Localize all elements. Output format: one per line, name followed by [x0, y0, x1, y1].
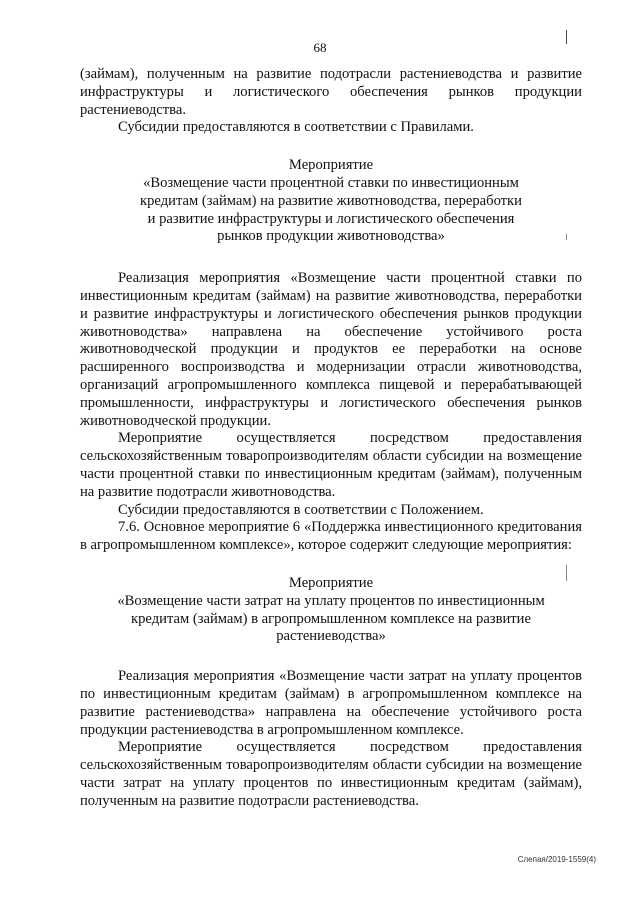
heading-line: «Возмещение части затрат на уплату процентов по инвестиционным [117, 592, 545, 609]
heading-line: и развитие инфраструктуры и логистического обеспечения [147, 210, 515, 227]
heading-line: «Возмещение части процентной ставки по инвестиционным [143, 174, 519, 191]
paragraph: Реализация мероприятия «Возмещение части затрат на уплату процентов по инвестиционным кредитам (займам) в агропромышленном комплексе на развитие растениеводства» направлена на обеспечение устойчивого роста продукции растениеводства в агропромышленном комплексе. [80, 668, 582, 738]
heading-line: кредитам (займам) на развитие животноводства, переработки [140, 192, 522, 209]
heading-label: Мероприятие [288, 574, 374, 591]
paragraph: Субсидии предоставляются в соответствии с Правилами. [118, 119, 474, 136]
section-heading [80, 575, 582, 646]
margin-mark [566, 30, 567, 44]
heading-line: растениеводства» [276, 628, 386, 645]
paragraph: Мероприятие осуществляется посредством предоставления сельскохозяйственным товаропроизводителям области субсидии на возмещение части процентной ставки по инвестиционным кредитам (займам), полученным на развитие подотрасли животноводства. [80, 430, 582, 500]
footer-code: Слепая/2019-1559(4) [517, 855, 596, 864]
paragraph: Субсидии предоставляются в соответствии с Положением. [118, 501, 484, 518]
heading-label: Мероприятие [288, 157, 374, 174]
paragraph: Мероприятие осуществляется посредством предоставления сельскохозяйственным товаропроизводителям области субсидии на возмещение части затрат на уплату процентов по инвестиционным кредитам (займам), полученным на развитие подотрасли растениеводства. [80, 739, 582, 809]
heading-line: рынков продукции животноводства» [217, 228, 445, 245]
document-body [80, 66, 582, 810]
page-number: 68 [313, 40, 327, 55]
section-heading [80, 157, 582, 246]
paragraph: 7.6. Основное мероприятие 6 «Поддержка инвестиционного кредитования в агропромышленном комплексе», которое содержит следующие мероприятия: [80, 519, 582, 554]
paragraph: (займам), полученным на развитие подотрасли растениеводства и развитие инфраструктуры и логистического обеспечения рынков продукции растениеводства. [80, 66, 582, 118]
paragraph: Реализация мероприятия «Возмещение части процентной ставки по инвестиционным кредитам (займам) на развитие животноводства, переработки и развитие инфраструктуры и логистического обеспечения рынков продукции животноводства» направлена на обеспечение устойчивого роста животноводческой продукции и продуктов ее переработки на основе расширенного воспроизводства и модернизации отрасли животноводства, организаций агропромышленного комплекса пищевой и перерабатывающей промышленности, инфраструктуры и логистического обеспечения рынков животноводческой продукции. [80, 270, 582, 429]
heading-line: кредитам (займам) в агропромышленном комплексе на развитие [131, 610, 531, 627]
